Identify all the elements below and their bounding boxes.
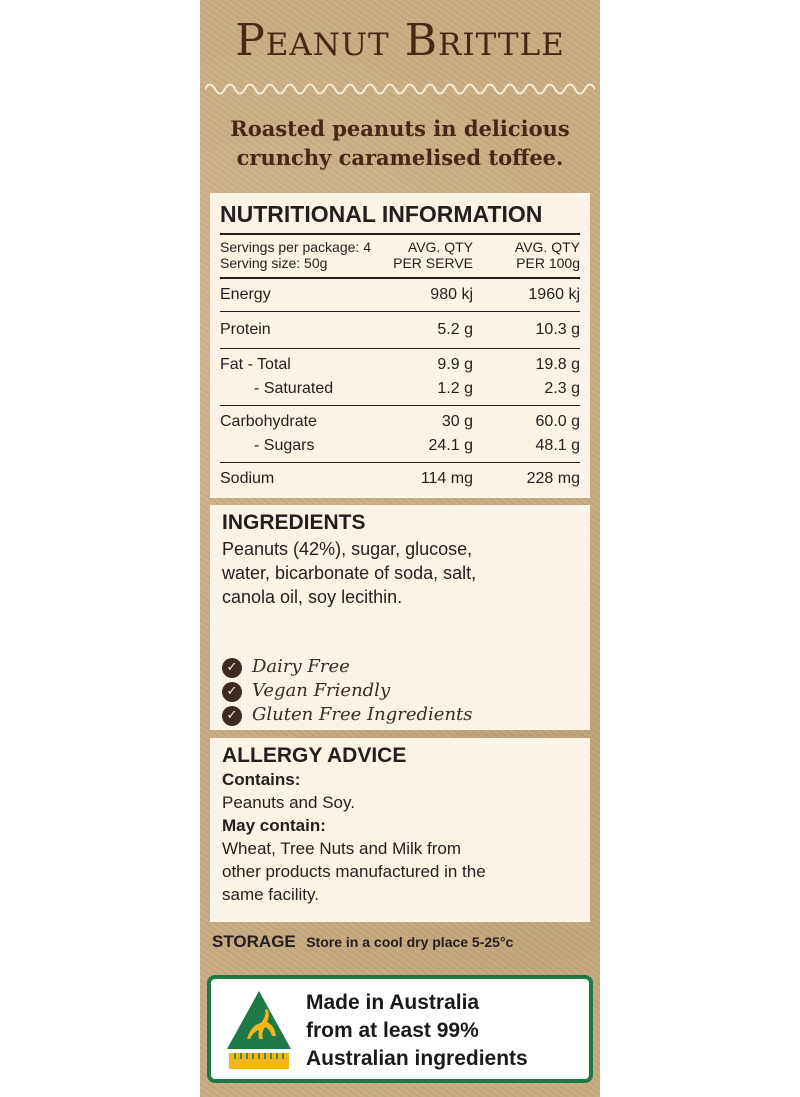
may-contain-line: same facility. bbox=[222, 885, 319, 904]
product-title: Peanut Brittle bbox=[235, 15, 565, 66]
per-100g-value: 1960 kj bbox=[528, 286, 580, 303]
origin-text bbox=[306, 989, 528, 1073]
origin-line: Australian ingredients bbox=[306, 1047, 528, 1070]
table-row bbox=[220, 353, 580, 377]
nutrient-sodium bbox=[220, 463, 580, 495]
nutrient-carbohydrate bbox=[220, 406, 580, 462]
per-100g-value: 48.1 g bbox=[535, 437, 580, 454]
badge-label: Gluten Free Ingredients bbox=[252, 704, 473, 725]
nutrient-name: - Saturated bbox=[254, 380, 334, 397]
per-100g-header-1: AVG. QTY bbox=[514, 239, 580, 255]
per-100g-header-2: PER 100g bbox=[516, 255, 580, 271]
table-row bbox=[220, 377, 580, 401]
nutrient-protein bbox=[220, 312, 580, 348]
per-serve-header-1: AVG. QTY bbox=[407, 239, 473, 255]
nutrition-panel bbox=[210, 193, 590, 498]
nutrition-heading-rule bbox=[220, 233, 580, 235]
nutrient-name: - Sugars bbox=[254, 437, 315, 454]
tagline-line-1: Roasted peanuts in delicious bbox=[230, 116, 570, 141]
nutrition-header-row-1 bbox=[220, 239, 580, 255]
ingredients-line: water, bicarbonate of soda, salt, bbox=[222, 563, 477, 583]
table-row bbox=[220, 318, 580, 342]
nutrient-energy bbox=[220, 279, 580, 311]
ingredients-line: canola oil, soy lecithin. bbox=[222, 587, 403, 607]
check-circle-icon: ✓ bbox=[222, 658, 242, 678]
ingredients-heading: INGREDIENTS bbox=[222, 511, 366, 534]
squiggle-divider bbox=[205, 78, 595, 100]
kangaroo-triangle-icon bbox=[225, 989, 293, 1073]
tagline-line-2: crunchy caramelised toffee. bbox=[236, 145, 564, 170]
nutrient-name: Protein bbox=[220, 321, 271, 338]
contains-label: Contains: bbox=[222, 770, 301, 789]
storage-info bbox=[212, 932, 513, 952]
may-contain-line: Wheat, Tree Nuts and Milk from bbox=[222, 839, 462, 858]
badge-label: Vegan Friendly bbox=[252, 680, 391, 701]
storage-text: Store in a cool dry place 5-25°c bbox=[306, 934, 514, 950]
may-contain-line: other products manufactured in the bbox=[222, 862, 486, 881]
per-100g-value: 60.0 g bbox=[535, 413, 580, 430]
country-of-origin-box bbox=[207, 975, 593, 1083]
nutrient-name: Fat - Total bbox=[220, 356, 291, 373]
per-100g-value: 10.3 g bbox=[535, 321, 580, 338]
nutrient-fat bbox=[220, 349, 580, 405]
check-circle-icon: ✓ bbox=[222, 682, 242, 702]
product-label bbox=[200, 0, 600, 1097]
may-contain-label: May contain: bbox=[222, 816, 326, 835]
tagline bbox=[200, 114, 600, 172]
per-serve-value: 114 mg bbox=[420, 470, 473, 487]
per-serve-value: 980 kj bbox=[430, 286, 473, 303]
per-100g-value: 2.3 g bbox=[544, 380, 580, 397]
origin-line: Made in Australia bbox=[306, 991, 480, 1014]
table-row bbox=[220, 283, 580, 307]
nutrition-heading: NUTRITIONAL INFORMATION bbox=[220, 201, 543, 227]
table-row bbox=[220, 434, 580, 458]
contains-text: Peanuts and Soy. bbox=[222, 793, 355, 812]
ingredients-panel bbox=[210, 505, 590, 730]
servings-per-package: Servings per package: 4 bbox=[220, 239, 371, 255]
allergy-heading: ALLERGY ADVICE bbox=[222, 744, 407, 767]
allergy-panel bbox=[210, 738, 590, 922]
nutrient-name: Energy bbox=[220, 286, 271, 303]
ingredients-text bbox=[222, 537, 552, 609]
per-serve-value: 5.2 g bbox=[437, 321, 473, 338]
origin-line: from at least 99% bbox=[306, 1019, 479, 1042]
storage-label: STORAGE bbox=[212, 932, 296, 951]
table-row bbox=[220, 467, 580, 491]
per-serve-value: 9.9 g bbox=[437, 356, 473, 373]
nutrient-name: Sodium bbox=[220, 470, 275, 487]
per-100g-value: 228 mg bbox=[526, 470, 580, 487]
per-serve-header-2: PER SERVE bbox=[393, 255, 473, 271]
ingredients-line: Peanuts (42%), sugar, glucose, bbox=[222, 539, 473, 559]
badge-label: Dairy Free bbox=[252, 656, 350, 677]
per-serve-value: 24.1 g bbox=[428, 437, 473, 454]
table-row bbox=[220, 410, 580, 434]
per-100g-value: 19.8 g bbox=[535, 356, 580, 373]
nutrient-name: Carbohydrate bbox=[220, 413, 317, 430]
serving-size: Serving size: 50g bbox=[220, 255, 328, 271]
nutrition-header-row-2 bbox=[220, 255, 580, 271]
check-circle-icon: ✓ bbox=[222, 706, 242, 726]
per-serve-value: 1.2 g bbox=[437, 380, 473, 397]
per-serve-value: 30 g bbox=[441, 413, 473, 430]
